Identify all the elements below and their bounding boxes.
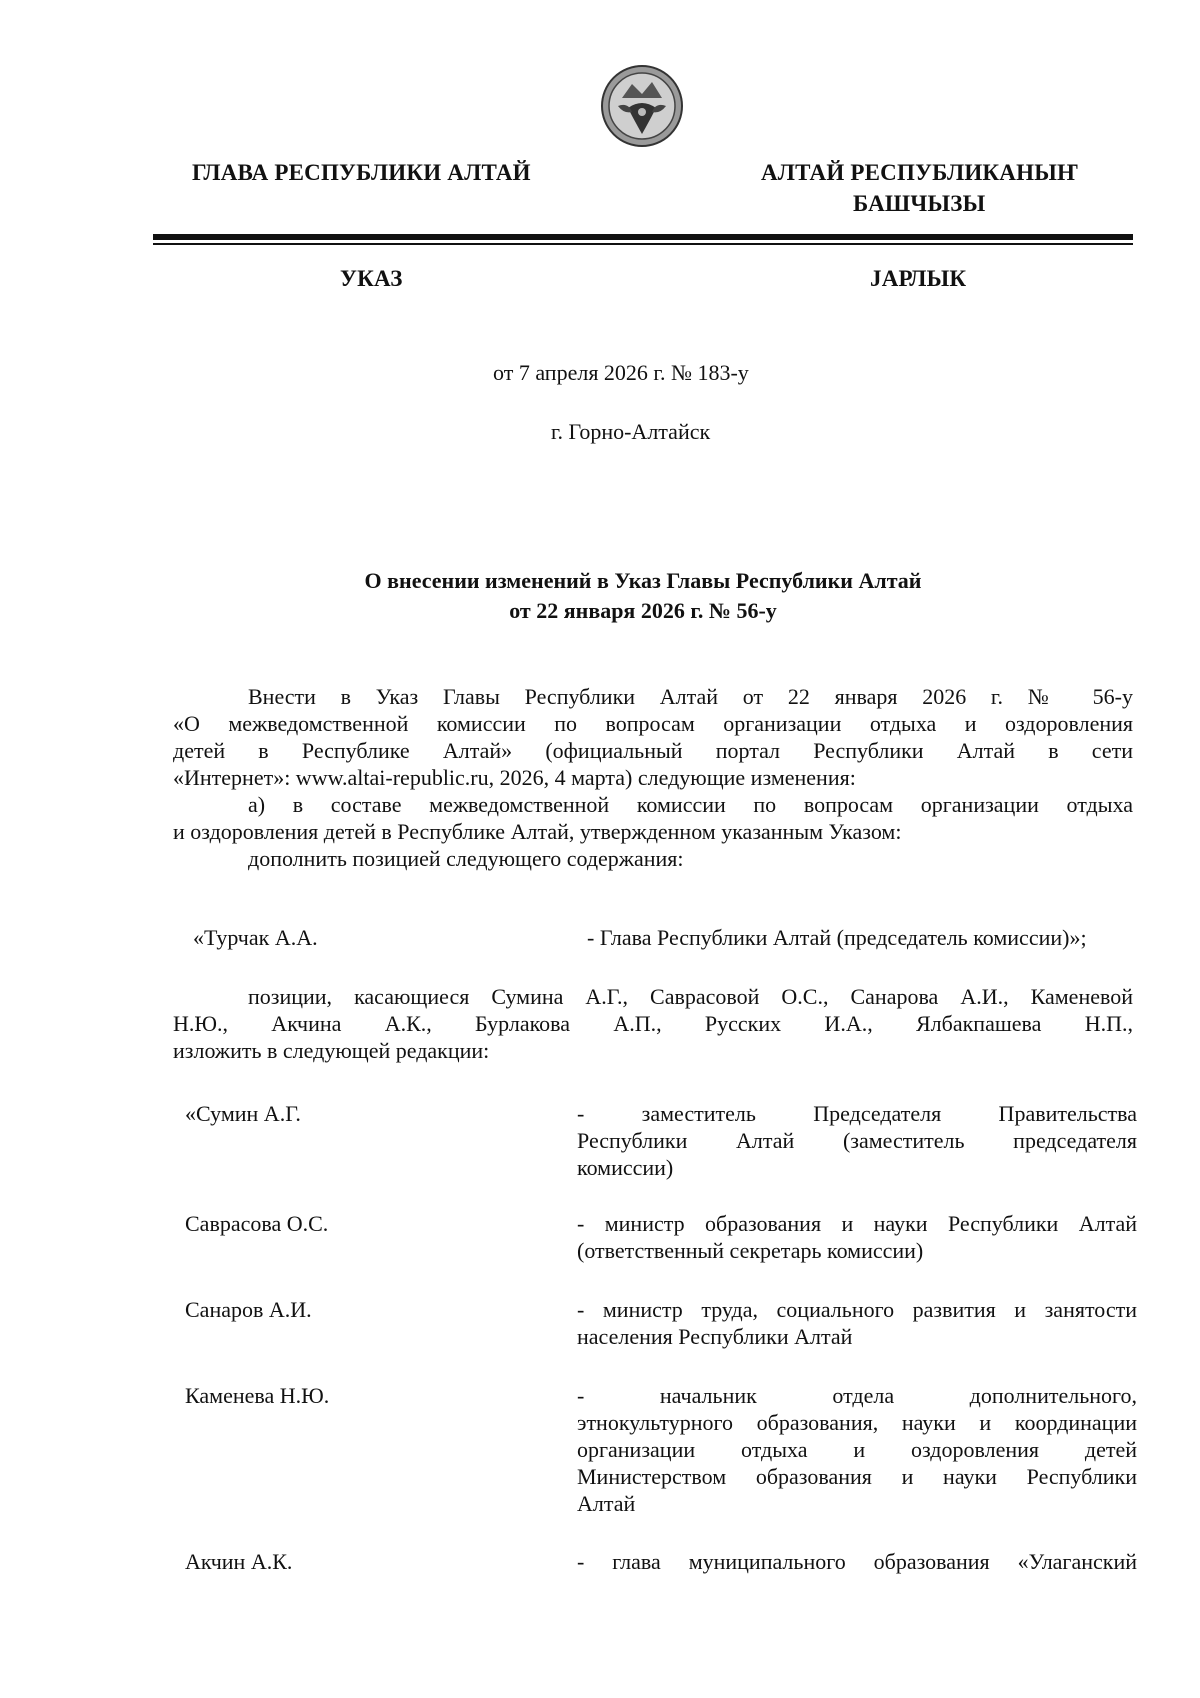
member-role	[577, 1210, 1137, 1264]
header-left-title: ГЛАВА РЕСПУБЛИКИ АЛТАЙ	[192, 160, 531, 185]
member-role	[577, 1548, 1137, 1575]
header-rule-thick	[153, 234, 1133, 240]
role-line: Алтай	[577, 1491, 636, 1516]
role-line: - глава муниципального образования «Улаганский	[577, 1549, 1137, 1574]
role-line: - министр труда, социального развития и занятости	[577, 1297, 1137, 1322]
paragraph-1	[173, 683, 1133, 872]
member-role	[577, 1296, 1137, 1350]
member-name: Каменева Н.Ю.	[185, 1383, 330, 1408]
p1-line-1: Внести в Указ Главы Республики Алтай от 22 января 2026 г. № 56-у	[248, 684, 1133, 709]
doc-type-ru: УКАЗ	[340, 266, 403, 291]
p3-line: дополнить позицией следующего содержания:	[248, 846, 684, 871]
header-right-title-line2: БАШЧЫЗЫ	[853, 191, 986, 216]
p1-line-3: детей в Республике Алтай» (официальный портал Республики Алтай в сети	[173, 738, 1133, 763]
title-line-1: О внесении изменений в Указ Главы Республики Алтай	[364, 568, 922, 593]
member-name: «Сумин А.Г.	[185, 1101, 301, 1126]
title-line-2: от 22 января 2026 г. № 56-у	[509, 598, 777, 623]
role-line: населения Республики Алтай	[577, 1324, 853, 1349]
added-member-name: «Турчак А.А.	[193, 925, 318, 950]
added-member-role: - Глава Республики Алтай (председатель комиссии)»;	[587, 925, 1087, 950]
city: г. Горно-Алтайск	[551, 419, 711, 444]
p2-line-1: а) в составе межведомственной комиссии по вопросам организации отдыха	[248, 792, 1133, 817]
p2-line-2: и оздоровления детей в Республике Алтай, утвержденном указанным Указом:	[173, 819, 902, 844]
p4-line-2: Н.Ю., Акчина А.К., Бурлакова А.П., Русских И.А., Ялбакпашева Н.П.,	[173, 1011, 1133, 1036]
role-line: - начальник отдела дополнительного,	[577, 1383, 1137, 1408]
document-title	[153, 566, 1133, 626]
coat-of-arms-icon	[600, 58, 684, 154]
p4-line-1: позиции, касающиеся Сумина А.Г., Саврасовой О.С., Санарова А.И., Каменевой	[248, 984, 1133, 1009]
member-role	[577, 1100, 1137, 1181]
member-role	[577, 1382, 1137, 1517]
role-line: Республики Алтай (заместитель председателя	[577, 1128, 1137, 1153]
role-line: комиссии)	[577, 1155, 674, 1180]
member-name: Санаров А.И.	[185, 1297, 312, 1322]
p4-line-3: изложить в следующей редакции:	[173, 1038, 490, 1063]
member-name: Саврасова О.С.	[185, 1211, 329, 1236]
header-right-title-line1: АЛТАЙ РЕСПУБЛИКАНЫҤ	[761, 160, 1079, 185]
role-line: - министр образования и науки Республики Алтай	[577, 1211, 1137, 1236]
role-line: организации отдыха и оздоровления детей	[577, 1437, 1137, 1462]
doc-type-alt: ЈАРЛЫК	[870, 266, 967, 291]
paragraph-4	[173, 983, 1133, 1064]
member-name: Акчин А.К.	[185, 1549, 293, 1574]
role-line: Министерством образования и науки Республики	[577, 1464, 1137, 1489]
role-line: - заместитель Председателя Правительства	[577, 1101, 1137, 1126]
header-rule-thin	[153, 243, 1133, 245]
p1-line-4: «Интернет»: www.altai-republic.ru, 2026, 4 марта) следующие изменения:	[173, 765, 856, 790]
role-line: (ответственный секретарь комиссии)	[577, 1238, 924, 1263]
role-line: этнокультурного образования, науки и координации	[577, 1410, 1137, 1435]
date-number: от 7 апреля 2026 г. № 183-у	[493, 360, 749, 385]
p1-line-2: «О межведомственной комиссии по вопросам организации отдыха и оздоровления	[173, 711, 1133, 736]
